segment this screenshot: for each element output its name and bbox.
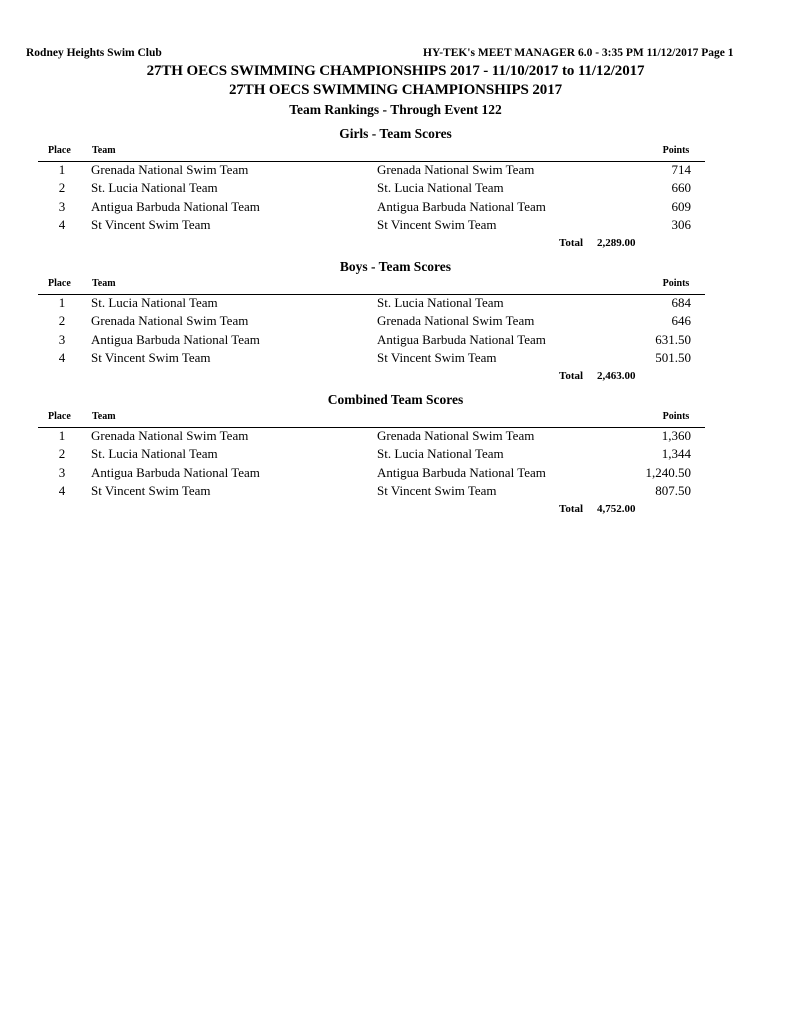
cell-team-name-full: Grenada National Swim Team <box>377 313 535 329</box>
cell-team-name-full: St Vincent Swim Team <box>377 483 497 499</box>
cell-team-name: Antigua Barbuda National Team <box>91 331 260 347</box>
table-row <box>0 199 791 217</box>
cell-place: 2 <box>58 313 66 329</box>
table-row <box>0 162 791 180</box>
cell-points: 646 <box>671 313 691 329</box>
table-header-row <box>0 145 791 160</box>
table-header-row <box>0 278 791 293</box>
cell-points: 1,344 <box>661 446 691 462</box>
column-header-points: Points <box>662 411 690 422</box>
scores-table <box>0 411 791 521</box>
cell-place: 4 <box>58 217 66 233</box>
table-row <box>0 483 791 501</box>
cell-team-name: Antigua Barbuda National Team <box>91 464 260 480</box>
cell-team-name: St. Lucia National Team <box>91 446 218 462</box>
total-row <box>0 237 791 255</box>
column-header-place: Place <box>48 145 71 156</box>
cell-place: 3 <box>58 331 66 347</box>
cell-team-name-full: Antigua Barbuda National Team <box>377 331 546 347</box>
column-header-place: Place <box>48 411 71 422</box>
table-row <box>0 332 791 350</box>
cell-team-name-full: Antigua Barbuda National Team <box>377 464 546 480</box>
table-row <box>0 217 791 235</box>
cell-place: 1 <box>58 162 66 177</box>
cell-place: 2 <box>58 180 66 196</box>
cell-team-name: Grenada National Swim Team <box>91 162 249 177</box>
scores-table <box>0 278 791 388</box>
table-row <box>0 465 791 483</box>
cell-team-name: Grenada National Swim Team <box>91 428 249 443</box>
total-value: 2,463.00 <box>597 369 636 382</box>
total-row <box>0 370 791 388</box>
cell-team-name-full: St Vincent Swim Team <box>377 350 497 366</box>
cell-points: 631.50 <box>655 331 691 347</box>
column-header-points: Points <box>662 278 690 289</box>
cell-points: 1,240.50 <box>645 464 691 480</box>
column-header-team: Team <box>92 278 116 289</box>
table-header-row <box>0 411 791 426</box>
cell-points: 501.50 <box>655 350 691 366</box>
cell-points: 1,360 <box>661 428 691 443</box>
cell-points: 306 <box>671 217 691 233</box>
section-title: Boys - Team Scores <box>339 259 452 274</box>
cell-team-name-full: Grenada National Swim Team <box>377 428 535 443</box>
total-label: Total <box>559 369 584 382</box>
total-label: Total <box>559 502 584 515</box>
score-section <box>0 124 791 255</box>
score-section <box>0 390 791 521</box>
cell-team-name: St Vincent Swim Team <box>91 217 211 233</box>
cell-points: 714 <box>671 162 691 177</box>
section-title: Combined Team Scores <box>327 392 464 407</box>
total-value: 4,752.00 <box>597 502 636 515</box>
club-name: Rodney Heights Swim Club <box>26 47 162 59</box>
cell-team-name-full: St. Lucia National Team <box>377 180 504 196</box>
cell-place: 1 <box>58 428 66 443</box>
table-row <box>0 180 791 198</box>
cell-place: 4 <box>58 483 66 499</box>
cell-team-name-full: St Vincent Swim Team <box>377 217 497 233</box>
cell-points: 807.50 <box>655 483 691 499</box>
cell-team-name: St. Lucia National Team <box>91 295 218 310</box>
table-row <box>0 428 791 446</box>
meet-title: 27TH OECS SWIMMING CHAMPIONSHIPS 2017 <box>229 82 562 98</box>
meet-title-with-dates: 27TH OECS SWIMMING CHAMPIONSHIPS 2017 - 11/10/2017 to 11/12/2017 <box>146 63 645 79</box>
running-header <box>0 45 791 61</box>
total-value: 2,289.00 <box>597 236 636 249</box>
cell-team-name-full: St. Lucia National Team <box>377 446 504 462</box>
cell-team-name: St Vincent Swim Team <box>91 350 211 366</box>
cell-place: 3 <box>58 198 66 214</box>
title-block <box>0 62 791 119</box>
column-header-team: Team <box>92 145 116 156</box>
cell-place: 4 <box>58 350 66 366</box>
table-row <box>0 295 791 313</box>
cell-place: 2 <box>58 446 66 462</box>
cell-team-name: St Vincent Swim Team <box>91 483 211 499</box>
table-row <box>0 350 791 368</box>
cell-points: 609 <box>671 198 691 214</box>
total-row <box>0 503 791 521</box>
cell-team-name: Antigua Barbuda National Team <box>91 198 260 214</box>
cell-points: 684 <box>671 295 691 310</box>
cell-team-name-full: Antigua Barbuda National Team <box>377 198 546 214</box>
table-row <box>0 446 791 464</box>
cell-place: 1 <box>58 295 66 310</box>
report-subtitle: Team Rankings - Through Event 122 <box>289 102 502 117</box>
cell-team-name-full: Grenada National Swim Team <box>377 162 535 177</box>
column-header-points: Points <box>662 145 690 156</box>
cell-team-name: Grenada National Swim Team <box>91 313 249 329</box>
cell-team-name-full: St. Lucia National Team <box>377 295 504 310</box>
section-title: Girls - Team Scores <box>339 126 452 141</box>
total-label: Total <box>559 236 584 249</box>
score-section <box>0 257 791 388</box>
table-row <box>0 313 791 331</box>
cell-points: 660 <box>671 180 691 196</box>
software-info: HY-TEK's MEET MANAGER 6.0 - 3:35 PM 11/12/2017 Page 1 <box>423 47 734 59</box>
cell-place: 3 <box>58 464 66 480</box>
column-header-team: Team <box>92 411 116 422</box>
scores-table <box>0 145 791 255</box>
cell-team-name: St. Lucia National Team <box>91 180 218 196</box>
column-header-place: Place <box>48 278 71 289</box>
